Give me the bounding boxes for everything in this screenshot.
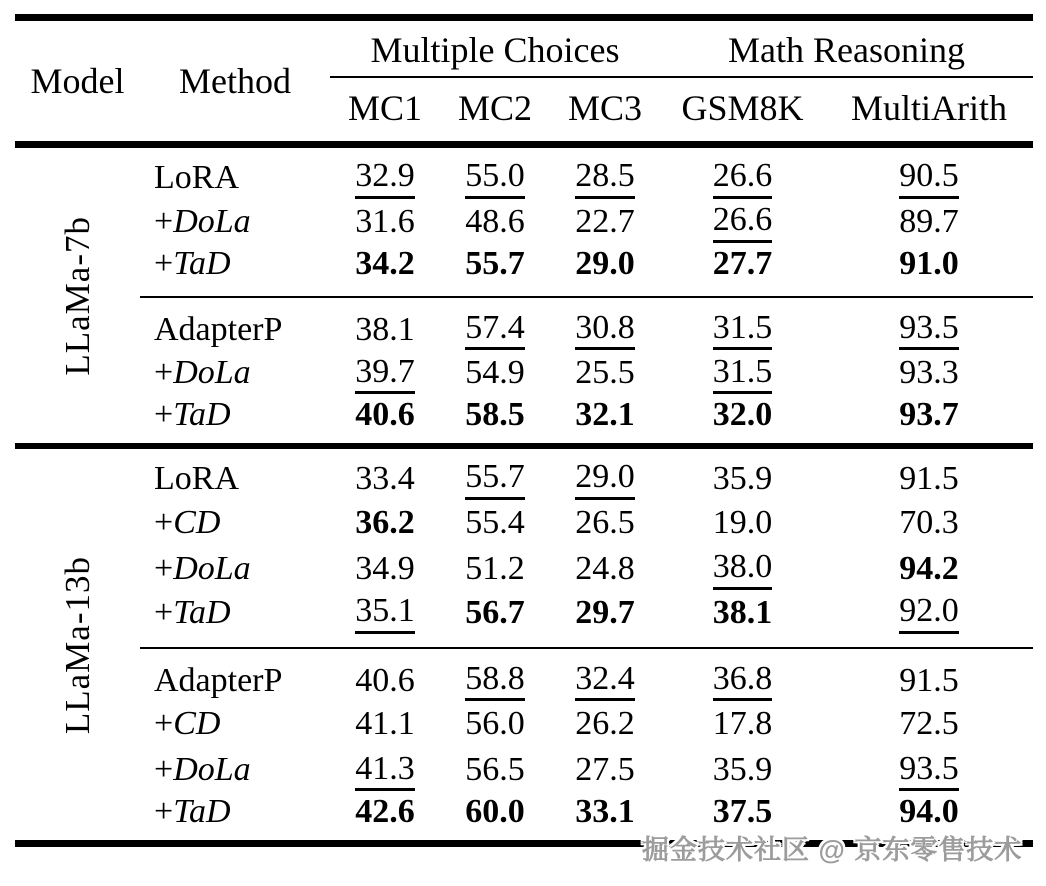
metric-value: 38.1: [712, 593, 773, 631]
value-cell-multiarith: [825, 546, 1033, 592]
table-row: [15, 747, 1033, 793]
metric-value: 90.5: [899, 158, 959, 199]
metric-value: 17.8: [712, 705, 773, 743]
metric-value: 22.7: [575, 202, 635, 240]
value-cell-multiarith: [825, 396, 1033, 446]
value-cell-gsm8k: [660, 592, 825, 648]
metric-value: 58.8: [465, 661, 525, 702]
value-cell-mc2: [440, 145, 550, 199]
value-cell-gsm8k: [660, 500, 825, 546]
value-cell-multiarith: [825, 245, 1033, 297]
metric-value: 93.7: [899, 396, 959, 434]
value-cell-multiarith: [825, 145, 1033, 199]
model-label-cell: [15, 145, 140, 447]
header-col-multiarith: MultiArith: [825, 77, 1033, 145]
method-cell: [140, 793, 330, 844]
value-cell-mc2: [440, 297, 550, 351]
value-cell-gsm8k: [660, 245, 825, 297]
header-col-gsm8k: GSM8K: [660, 77, 825, 145]
metric-value: 31.6: [355, 202, 415, 240]
value-cell-gsm8k: [660, 747, 825, 793]
value-cell-gsm8k: [660, 648, 825, 702]
metric-value: 94.2: [899, 550, 959, 588]
method-cell: [140, 199, 330, 245]
header-method: Method: [140, 18, 330, 145]
value-cell-mc1: [330, 701, 440, 747]
value-cell-gsm8k: [660, 199, 825, 245]
value-cell-mc3: [550, 747, 660, 793]
model-label: LLaMa-13b: [57, 555, 97, 734]
metric-value: 35.9: [712, 751, 773, 789]
value-cell-mc3: [550, 350, 660, 396]
value-cell-mc1: [330, 199, 440, 245]
metric-value: 29.0: [575, 244, 635, 282]
value-cell-mc3: [550, 592, 660, 648]
table-row: [15, 648, 1033, 702]
value-cell-mc3: [550, 446, 660, 500]
metric-value: 24.8: [575, 550, 635, 588]
metric-value: 34.9: [355, 550, 415, 588]
header-col-mc1: MC1: [330, 77, 440, 145]
value-cell-mc1: [330, 350, 440, 396]
metric-value: 30.8: [575, 310, 635, 351]
value-cell-mc1: [330, 245, 440, 297]
method-name: AdapterP: [154, 661, 283, 699]
method-name: DoLa: [173, 202, 251, 240]
value-cell-gsm8k: [660, 350, 825, 396]
method-name: CD: [173, 504, 221, 542]
value-cell-gsm8k: [660, 546, 825, 592]
metric-value: 35.9: [712, 460, 773, 498]
method-cell: [140, 350, 330, 396]
metric-value: 93.5: [899, 310, 959, 351]
value-cell-mc3: [550, 500, 660, 546]
value-cell-mc2: [440, 747, 550, 793]
method-cell: [140, 592, 330, 648]
value-cell-mc1: [330, 500, 440, 546]
metric-value: 91.5: [899, 661, 959, 699]
metric-value: 32.9: [355, 158, 415, 199]
table-row: [15, 500, 1033, 546]
table-row: [15, 446, 1033, 500]
value-cell-mc1: [330, 297, 440, 351]
metric-value: 42.6: [355, 793, 415, 831]
value-cell-mc3: [550, 245, 660, 297]
method-name: TaD: [173, 396, 231, 434]
metric-value: 38.1: [355, 310, 415, 348]
results-table: [15, 14, 1033, 847]
value-cell-mc2: [440, 500, 550, 546]
value-cell-mc2: [440, 793, 550, 844]
metric-value: 28.5: [575, 158, 635, 199]
metric-value: 32.1: [575, 396, 635, 434]
metric-value: 55.7: [465, 244, 525, 282]
method-cell: [140, 297, 330, 351]
method-prefix: +: [154, 751, 174, 789]
metric-value: 93.5: [899, 751, 959, 792]
method-prefix: +: [154, 396, 174, 434]
method-prefix: +: [154, 550, 174, 588]
header-row-groups: [15, 18, 1033, 78]
value-cell-mc2: [440, 701, 550, 747]
value-cell-multiarith: [825, 297, 1033, 351]
metric-value: 94.0: [899, 793, 959, 831]
value-cell-gsm8k: [660, 145, 825, 199]
metric-value: 91.0: [899, 244, 959, 282]
value-cell-mc3: [550, 297, 660, 351]
metric-value: 91.5: [899, 460, 959, 498]
watermark: 掘金技术社区 @ 京东零售技术: [642, 835, 1023, 865]
method-cell: [140, 648, 330, 702]
metric-value: 56.7: [465, 593, 525, 631]
table-header: [15, 18, 1033, 145]
method-name: CD: [173, 705, 221, 743]
value-cell-mc1: [330, 747, 440, 793]
header-group-multiple-choices: Multiple Choices: [330, 18, 660, 78]
metric-value: 93.3: [899, 354, 959, 392]
method-prefix: +: [154, 593, 174, 631]
model-label-cell: [15, 446, 140, 844]
metric-value: 25.5: [575, 354, 635, 392]
metric-value: 35.1: [355, 593, 415, 634]
metric-value: 51.2: [465, 550, 525, 588]
method-cell: [140, 546, 330, 592]
value-cell-multiarith: [825, 446, 1033, 500]
method-cell: [140, 701, 330, 747]
method-name: DoLa: [173, 354, 251, 392]
method-cell: [140, 500, 330, 546]
metric-value: 48.6: [465, 202, 525, 240]
method-name: TaD: [173, 593, 231, 631]
value-cell-mc2: [440, 396, 550, 446]
value-cell-mc1: [330, 546, 440, 592]
header-group-math-reasoning: Math Reasoning: [660, 18, 1033, 78]
group-llama-13b: [15, 446, 1033, 844]
metric-value: 60.0: [465, 793, 525, 831]
metric-value: 57.4: [465, 310, 525, 351]
value-cell-mc2: [440, 446, 550, 500]
table-row: [15, 145, 1033, 199]
value-cell-mc3: [550, 701, 660, 747]
value-cell-mc3: [550, 396, 660, 446]
table-row: [15, 546, 1033, 592]
metric-value: 58.5: [465, 396, 525, 434]
metric-value: 29.7: [575, 593, 635, 631]
method-name: DoLa: [173, 751, 251, 789]
value-cell-gsm8k: [660, 701, 825, 747]
metric-value: 31.5: [713, 354, 773, 395]
metric-value: 34.2: [355, 244, 415, 282]
method-prefix: +: [154, 504, 174, 542]
value-cell-mc2: [440, 546, 550, 592]
method-prefix: +: [154, 705, 174, 743]
method-name: LoRA: [154, 158, 239, 196]
value-cell-gsm8k: [660, 446, 825, 500]
metric-value: 72.5: [899, 705, 959, 743]
value-cell-multiarith: [825, 701, 1033, 747]
metric-value: 32.4: [575, 661, 635, 702]
metric-value: 32.0: [712, 396, 773, 434]
group-llama-7b: [15, 145, 1033, 447]
metric-value: 29.0: [575, 459, 635, 500]
method-cell: [140, 245, 330, 297]
metric-value: 41.1: [355, 705, 415, 743]
metric-value: 54.9: [465, 354, 525, 392]
metric-value: 56.5: [465, 751, 525, 789]
table-row: [15, 350, 1033, 396]
value-cell-mc3: [550, 199, 660, 245]
metric-value: 26.5: [575, 504, 635, 542]
method-name: TaD: [173, 793, 231, 831]
value-cell-mc1: [330, 793, 440, 844]
header-col-mc2: MC2: [440, 77, 550, 145]
header-col-mc3: MC3: [550, 77, 660, 145]
metric-value: 70.3: [899, 504, 959, 542]
table-row: [15, 199, 1033, 245]
method-name: DoLa: [173, 550, 251, 588]
value-cell-multiarith: [825, 350, 1033, 396]
table-row: [15, 701, 1033, 747]
method-name: TaD: [173, 244, 231, 282]
value-cell-multiarith: [825, 199, 1033, 245]
metric-value: 55.7: [465, 459, 525, 500]
metric-value: 33.1: [575, 793, 635, 831]
method-name: AdapterP: [154, 310, 283, 348]
metric-value: 31.5: [713, 310, 773, 351]
method-prefix: +: [154, 244, 174, 282]
method-name: LoRA: [154, 460, 239, 498]
metric-value: 26.2: [575, 705, 635, 743]
value-cell-mc2: [440, 648, 550, 702]
method-prefix: +: [154, 354, 174, 392]
method-cell: [140, 145, 330, 199]
metric-value: 36.8: [713, 661, 773, 702]
value-cell-mc3: [550, 648, 660, 702]
metric-value: 55.0: [465, 158, 525, 199]
table-row: [15, 592, 1033, 648]
metric-value: 27.7: [712, 244, 773, 282]
metric-value: 40.6: [355, 396, 415, 434]
value-cell-mc1: [330, 592, 440, 648]
value-cell-mc1: [330, 145, 440, 199]
method-cell: [140, 396, 330, 446]
table-row: [15, 396, 1033, 446]
value-cell-gsm8k: [660, 297, 825, 351]
table-row: [15, 297, 1033, 351]
metric-value: 36.2: [355, 504, 415, 542]
metric-value: 40.6: [355, 661, 415, 699]
metric-value: 89.7: [899, 202, 959, 240]
metric-value: 26.6: [713, 158, 773, 199]
metric-value: 38.0: [713, 549, 773, 590]
value-cell-multiarith: [825, 592, 1033, 648]
method-prefix: +: [154, 202, 174, 240]
metric-value: 27.5: [575, 751, 635, 789]
value-cell-gsm8k: [660, 396, 825, 446]
method-cell: [140, 747, 330, 793]
model-label: LLaMa-7b: [57, 215, 97, 376]
metric-value: 19.0: [712, 504, 773, 542]
value-cell-mc3: [550, 546, 660, 592]
metric-value: 26.6: [713, 202, 773, 243]
table-row: [15, 245, 1033, 297]
metric-value: 56.0: [465, 705, 525, 743]
metric-value: 55.4: [465, 504, 525, 542]
value-cell-mc2: [440, 199, 550, 245]
value-cell-multiarith: [825, 648, 1033, 702]
value-cell-mc1: [330, 396, 440, 446]
value-cell-mc2: [440, 245, 550, 297]
metric-value: 39.7: [355, 354, 415, 395]
metric-value: 33.4: [355, 460, 415, 498]
value-cell-mc3: [550, 145, 660, 199]
metric-value: 92.0: [899, 593, 959, 634]
method-cell: [140, 446, 330, 500]
value-cell-mc1: [330, 648, 440, 702]
value-cell-multiarith: [825, 500, 1033, 546]
metric-value: 41.3: [355, 751, 415, 792]
value-cell-mc2: [440, 592, 550, 648]
value-cell-mc2: [440, 350, 550, 396]
metric-value: 37.5: [712, 793, 773, 831]
value-cell-mc1: [330, 446, 440, 500]
value-cell-multiarith: [825, 747, 1033, 793]
header-model: Model: [15, 18, 140, 145]
method-prefix: +: [154, 793, 174, 831]
